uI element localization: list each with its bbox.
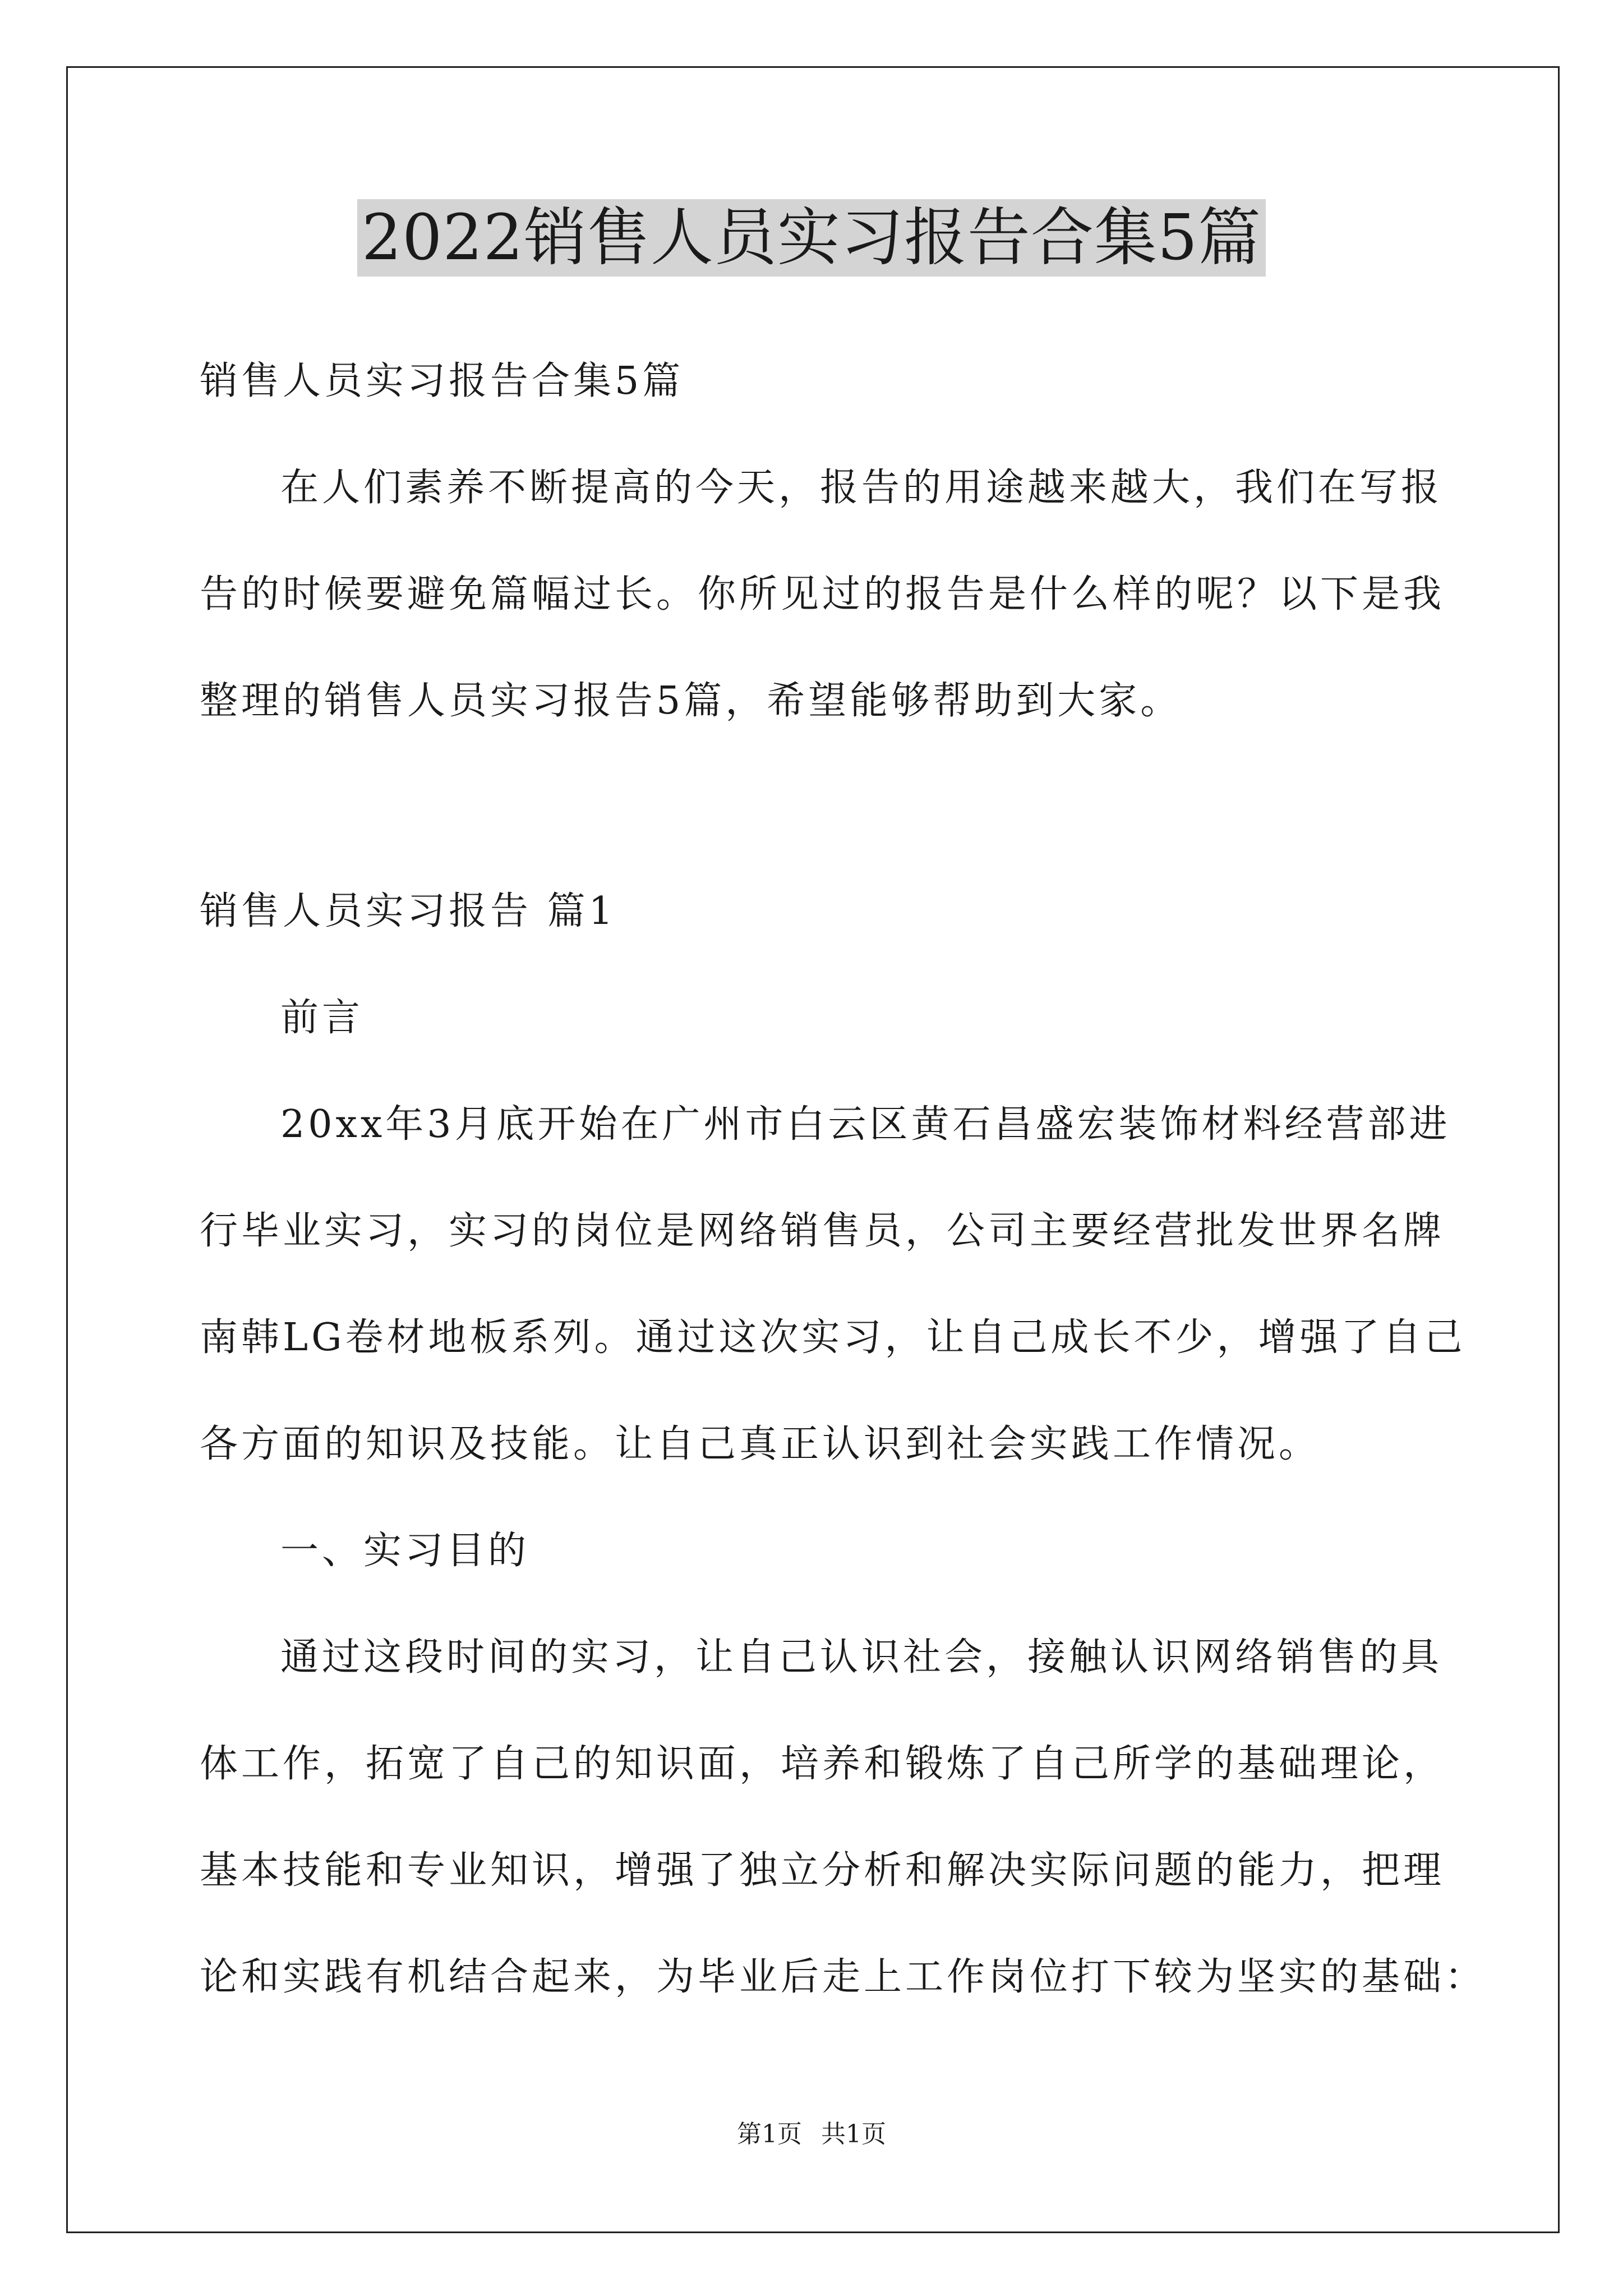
preface-paragraph-line-1: 20xx年3月底开始在广州市白云区黄石昌盛宏装饰材料经营部进 <box>280 1102 1451 1147</box>
preface-heading: 前言 <box>280 996 364 1040</box>
page-footer: 第1页 共1页 <box>737 2120 886 2148</box>
purpose-paragraph-line-4: 论和实践有机结合起来，为毕业后走上工作岗位打下较为坚实的基础： <box>200 1955 1487 1999</box>
document-title: 2022销售人员实习报告合集5篇 <box>357 199 1266 277</box>
preface-paragraph-line-4: 各方面的知识及技能。让自己真正认识到社会实践工作情况。 <box>200 1422 1321 1466</box>
intro-paragraph-line-2: 告的时候要避免篇幅过长。你所见过的报告是什么样的呢？以下是我 <box>200 572 1445 616</box>
preface-paragraph-line-2: 行毕业实习，实习的岗位是网络销售员，公司主要经营批发世界名牌 <box>200 1209 1445 1253</box>
purpose-paragraph-line-3: 基本技能和专业知识，增强了独立分析和解决实际问题的能力，把理 <box>200 1848 1445 1893</box>
purpose-paragraph-line-1: 通过这段时间的实习，让自己认识社会，接触认识网络销售的具 <box>280 1635 1443 1680</box>
intro-paragraph-line-3: 整理的销售人员实习报告5篇，希望能够帮助到大家。 <box>200 679 1182 723</box>
subtitle-line: 销售人员实习报告合集5篇 <box>200 359 684 403</box>
title-container <box>0 199 1623 277</box>
intro-paragraph-line-1: 在人们素养不断提高的今天，报告的用途越来越大，我们在写报 <box>280 466 1443 510</box>
preface-paragraph-line-3: 南韩LG卷材地板系列。通过这次实习，让自己成长不少，增强了自己 <box>200 1315 1466 1360</box>
purpose-heading: 一、实习目的 <box>280 1529 530 1573</box>
purpose-paragraph-line-2: 体工作，拓宽了自己的知识面，培养和锻炼了自己所学的基础理论， <box>200 1742 1445 1786</box>
section-heading-1: 销售人员实习报告 篇1 <box>200 889 616 933</box>
